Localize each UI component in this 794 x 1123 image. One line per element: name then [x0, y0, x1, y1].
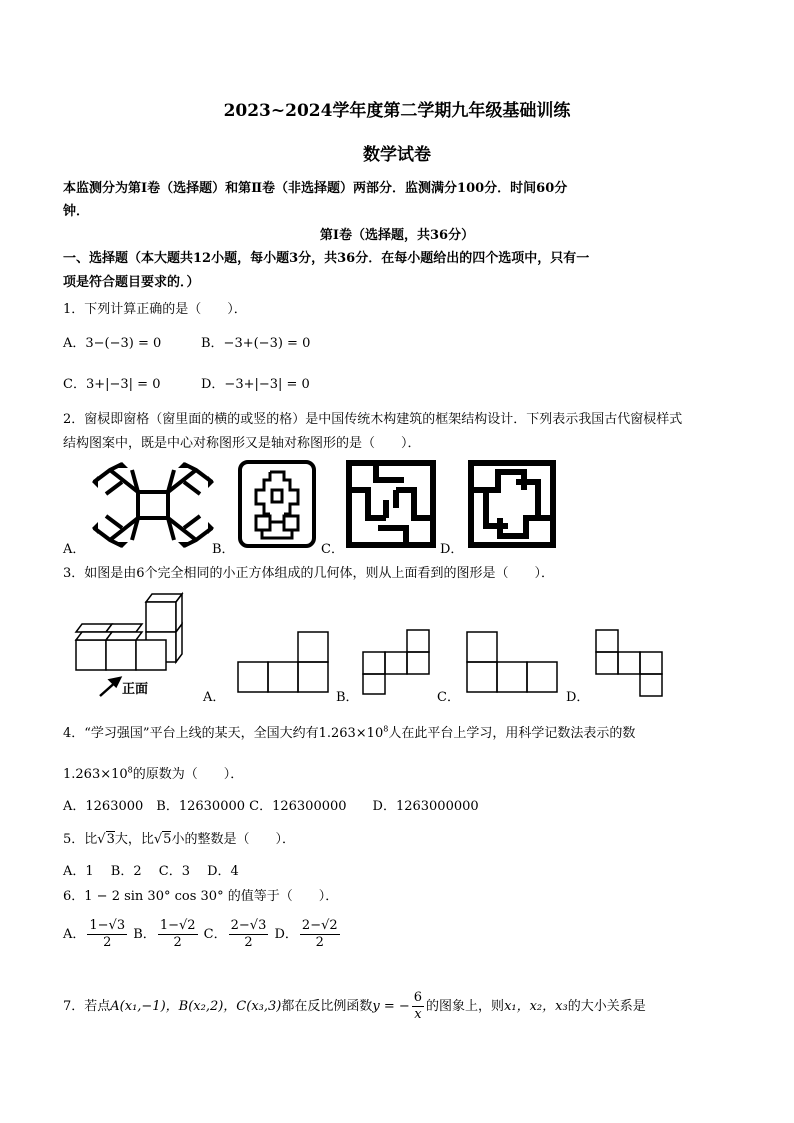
q1-options-row2 [63, 373, 310, 392]
q1-option-c: C．3+|−3| = 0 [63, 377, 161, 392]
q4-line-2 [63, 763, 243, 782]
q2-figure-c [346, 460, 436, 548]
q4-options: A．1263000 B．12630000 C．126300000 D．1263000000 [63, 799, 479, 814]
exam-subtitle: 数学试卷 [363, 145, 431, 165]
q1-option-a: A．3−(−3) = 0 [63, 336, 162, 351]
q4-line-1 [63, 722, 635, 741]
q2-label-d: D． [440, 542, 464, 557]
q7-variables: x₁，x₂，x₃ [504, 999, 568, 1014]
q2-label-a: A． [63, 542, 86, 557]
q2-label-c: C． [321, 542, 344, 557]
q6-option-c-fraction: $\frac{2-√3}{2}$ [230, 918, 267, 950]
q3-figure-a [236, 630, 332, 694]
q3-label-b: B． [336, 690, 359, 705]
q3-label-d: D． [566, 690, 590, 705]
q3-stem: 3．如图是由6个完全相同的小正方体组成的几何体，则从上面看到的图形是（ ）． [63, 566, 555, 581]
q5-stem: 5．比√3大，比√5小的整数是（ ）． [63, 832, 295, 847]
q1-options-row1 [63, 332, 310, 351]
q6-option-d-fraction: $\frac{2-√2}{2}$ [301, 918, 338, 950]
q2-figure-a [92, 462, 214, 548]
q7-function-fraction: $\frac{6}{x}$ [413, 990, 423, 1022]
q7-points: A(x₁,−1)，B(x₂,2)，C(x₃,3) [110, 999, 282, 1014]
q3-front-label: 正面 [122, 682, 149, 697]
q6-label-b: B． [133, 927, 156, 942]
q3-figure-c [465, 630, 561, 694]
q3-figure-b [363, 628, 433, 694]
q6-option-a-fraction: $\frac{1-√3}{2}$ [89, 918, 126, 950]
q2-figure-b [238, 460, 316, 548]
q3-label-a: A． [203, 690, 226, 705]
q3-figure-d [594, 628, 664, 698]
q5-options: A．1 B．2 C．3 D．4 [63, 864, 239, 879]
q4-sci-number-2: $1.263\times 10^8$ [63, 765, 133, 782]
q6-label-a: A． [63, 927, 86, 942]
q1-option-d: D．−3+|−3| = 0 [201, 377, 310, 392]
q5-root-1: 3 [106, 832, 115, 847]
q6-options [63, 918, 342, 951]
section-heading-line-2: 项是符合题目要求的．） [63, 275, 200, 290]
q1-option-b: B．−3+(−3) = 0 [201, 336, 311, 351]
exam-title: 2023~2024学年度第二学期九年级基础训练 [223, 101, 571, 121]
q4-sci-number: $1.263\times 10^8$ [318, 724, 389, 741]
q2-stem-line-2: 结构图案中，既是中心对称图形又是轴对称图形的是（ ）． [63, 436, 421, 451]
q6-label-d: D． [274, 927, 298, 942]
intro-line-2: 钟． [63, 204, 90, 219]
q4-text-a: 4．“学习强国”平台上线的某天，全国大约有 [63, 726, 319, 741]
q7-stem: 7．若点A(x₁,−1)，B(x₂,2)，C(x₃,3)都在反比例函数y = − $\frac{6}{x}$ 的图象上，则x₁，x₂，x₃的大小关系是 [63, 990, 646, 1022]
q2-figure-d [468, 460, 556, 548]
q6-label-c: C． [203, 927, 227, 942]
q2-stem-line-1: 2．窗棂即窗格（窗里面的横的或竖的格）是中国传统木构建筑的框架结构设计．下列表示我国古代窗棂样式 [63, 412, 683, 427]
section-heading-line-1: 一、选择题（本大题共12小题，每小题3分，共36分．在每小题给出的四个选项中，只有一 [63, 251, 590, 266]
q5-root-2: 5 [163, 832, 172, 847]
q1-stem: 1．下列计算正确的是（ ）． [63, 302, 247, 317]
q4-text-c: 的原数为（ ）． [132, 767, 244, 782]
q2-label-b: B． [212, 542, 235, 557]
q6-stem: 6．1 − 2 sin 30° cos 30° 的值等于（ ）． [63, 889, 339, 904]
intro-line-1: 本监测分为第Ⅰ卷（选择题）和第Ⅱ卷（非选择题）两部分．监测满分100分．时间60分 [63, 181, 568, 196]
q3-label-c: C． [437, 690, 460, 705]
q6-option-b-fraction: $\frac{1-√2}{2}$ [159, 918, 196, 950]
part1-heading: 第Ⅰ卷（选择题，共36分） [319, 228, 475, 243]
q4-text-b: 人在此平台上学习，用科学记数法表示的数 [388, 726, 636, 741]
